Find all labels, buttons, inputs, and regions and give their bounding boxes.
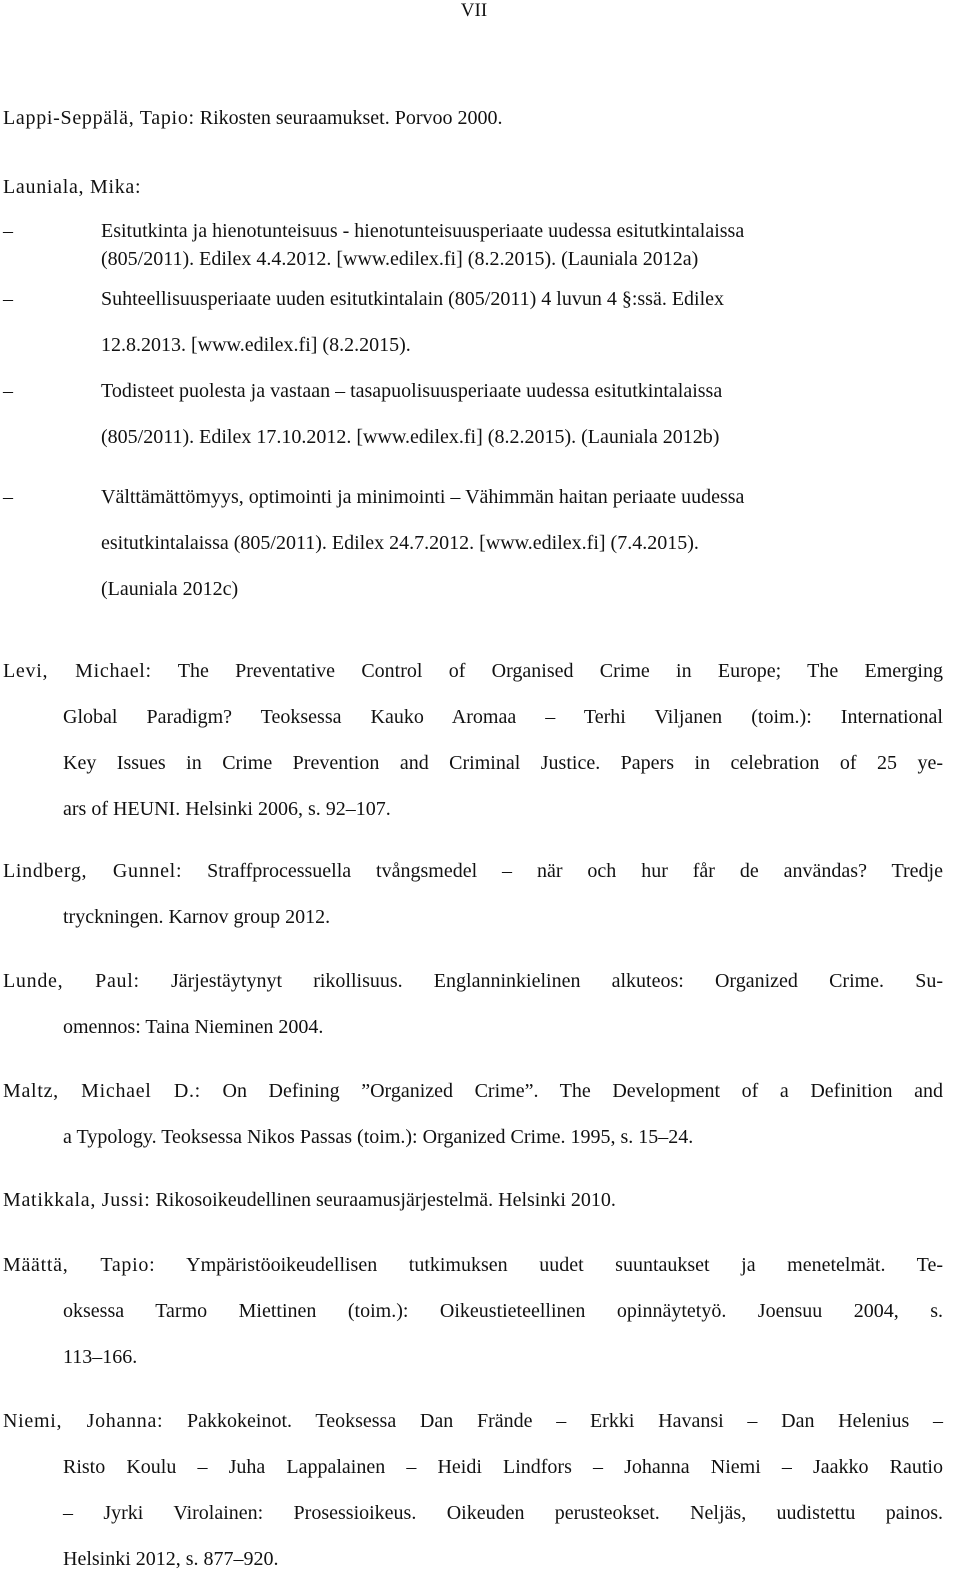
reference-text: Ympäristöoikeudellisen tutkimuksen uudet suuntaukset ja menetelmät. Te-	[155, 1254, 943, 1276]
reference-author: Matikkala, Jussi:	[3, 1189, 151, 1211]
sub-reference	[3, 368, 943, 460]
reference-author: Maltz, Michael D.:	[3, 1080, 201, 1102]
reference-entry	[3, 1242, 943, 1380]
dash-marker: –	[3, 288, 13, 310]
reference-line: Global Paradigm? Teoksessa Kauko Aromaa – Terhi Viljanen (toim.): International	[63, 706, 943, 728]
reference-line: Esitutkinta ja hienotunteisuus - hienotunteisuusperiaate uudessa esitutkintalaissa	[101, 220, 745, 242]
reference-line: Risto Koulu – Juha Lappalainen – Heidi Lindfors – Johanna Niemi – Jaakko Rautio	[63, 1456, 943, 1478]
reference-text: Järjestäytynyt rikollisuus. Englanninkielinen alkuteos: Organized Crime. Su-	[139, 970, 944, 992]
reference-line: 12.8.2013. [www.edilex.fi] (8.2.2015).	[101, 334, 411, 356]
sub-reference	[3, 474, 943, 612]
reference-text: Rikosten seuraamukset. Porvoo 2000.	[194, 107, 503, 129]
reference-entry	[3, 1177, 943, 1223]
reference-line: Suhteellisuusperiaate uuden esitutkintalain (805/2011) 4 luvun 4 §:ssä. Edilex	[101, 288, 725, 310]
reference-line: oksessa Tarmo Miettinen (toim.): Oikeustieteellinen opinnäytetyö. Joensuu 2004, s.	[63, 1300, 943, 1322]
page-number: VII	[460, 0, 488, 21]
reference-text: Straffprocessuella tvångsmedel – när och hur får de användas? Tredje	[182, 860, 943, 882]
reference-entry	[3, 1068, 943, 1160]
reference-author: Lappi-Seppälä, Tapio:	[3, 107, 195, 129]
reference-line: a Typology. Teoksessa Nikos Passas (toim.): Organized Crime. 1995, s. 15–24.	[63, 1126, 694, 1148]
reference-author: Lunde, Paul:	[3, 970, 140, 992]
dash-marker: –	[3, 380, 13, 402]
reference-line: Helsinki 2012, s. 877–920.	[63, 1548, 279, 1570]
reference-text: Rikosoikeudellinen seuraamusjärjestelmä. Helsinki 2010.	[150, 1189, 616, 1211]
sub-reference	[3, 217, 943, 273]
reference-line: omennos: Taina Nieminen 2004.	[63, 1016, 324, 1038]
reference-line: Välttämättömyys, optimointi ja minimointi – Vähimmän haitan periaate uudessa	[101, 486, 745, 508]
reference-line: – Jyrki Virolainen: Prosessioikeus. Oikeuden perusteokset. Neljäs, uudistettu painos.	[63, 1502, 943, 1524]
reference-entry	[3, 164, 943, 612]
reference-entry	[3, 848, 943, 940]
reference-text: Pakkokeinot. Teoksessa Dan Frände – Erkki Havansi – Dan Helenius –	[163, 1410, 943, 1432]
reference-entry	[3, 958, 943, 1050]
reference-author: Launiala, Mika:	[3, 176, 142, 198]
reference-line: (805/2011). Edilex 17.10.2012. [www.edilex.fi] (8.2.2015). (Launiala 2012b)	[101, 426, 720, 448]
reference-author: Levi, Michael:	[3, 660, 152, 682]
reference-author: Lindberg, Gunnel:	[3, 860, 183, 882]
reference-entry	[3, 95, 943, 141]
reference-entry	[3, 1398, 943, 1582]
reference-text: On Defining ”Organized Crime”. The Development of a Definition and	[200, 1080, 944, 1102]
dash-marker: –	[3, 486, 13, 508]
reference-line: (Launiala 2012c)	[101, 578, 239, 600]
reference-line: ars of HEUNI. Helsinki 2006, s. 92–107.	[63, 798, 391, 820]
dash-marker: –	[3, 220, 13, 242]
reference-line: esitutkintalaissa (805/2011). Edilex 24.7.2012. [www.edilex.fi] (7.4.2015).	[101, 532, 699, 554]
sub-reference	[3, 276, 943, 368]
reference-text: The Preventative Control of Organised Crime in Europe; The Emerging	[151, 660, 943, 682]
reference-line: 113–166.	[63, 1346, 138, 1368]
reference-author: Määttä, Tapio:	[3, 1254, 156, 1276]
reference-line: (805/2011). Edilex 4.4.2012. [www.edilex.fi] (8.2.2015). (Launiala 2012a)	[101, 248, 699, 270]
reference-line: tryckningen. Karnov group 2012.	[63, 906, 331, 928]
reference-line: Todisteet puolesta ja vastaan – tasapuolisuusperiaate uudessa esitutkintalaissa	[101, 380, 723, 402]
reference-entry	[3, 648, 943, 832]
reference-line: Key Issues in Crime Prevention and Criminal Justice. Papers in celebration of 25 ye-	[63, 752, 943, 774]
reference-author: Niemi, Johanna:	[3, 1410, 164, 1432]
